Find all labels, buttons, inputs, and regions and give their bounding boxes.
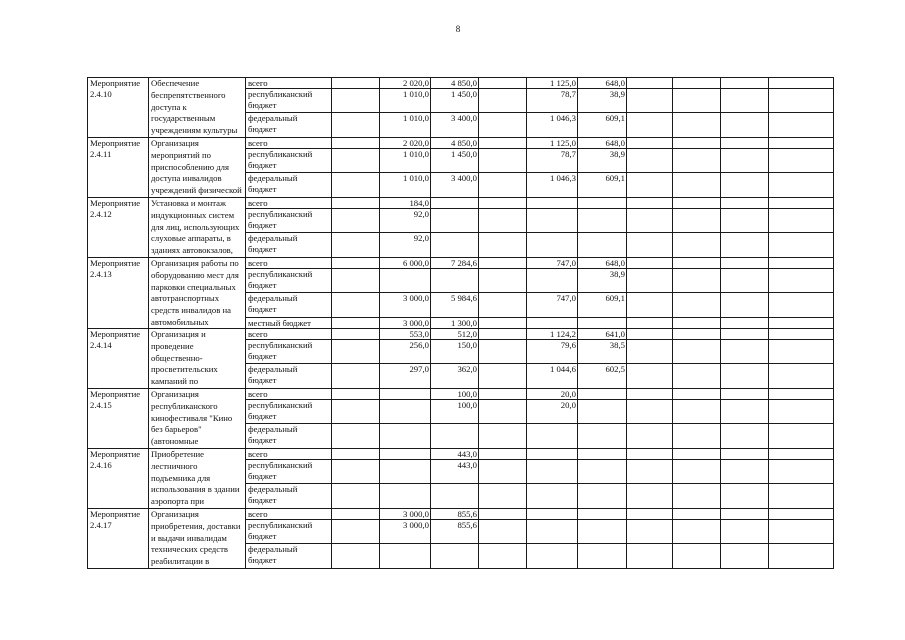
funding-source: федеральный бюджет [246,173,332,198]
amount-cell: 443,0 [431,460,479,484]
amount-cell [627,258,673,269]
amount-cell [527,269,578,293]
amount-cell: 648,0 [578,138,627,149]
amount-cell [332,149,380,173]
activity-title: Обеспечение беспрепятственного доступа к государственным учреждениям культуры [149,78,246,138]
amount-cell: 5 984,6 [431,293,479,318]
amount-cell [479,484,527,509]
amount-cell [673,520,721,544]
amount-cell [332,89,380,113]
activity-title: Приобретение лестничного подъемника для использования в здании аэропорта при [149,449,246,509]
amount-cell [627,460,673,484]
amount-cell [627,138,673,149]
amount-cell [721,113,769,138]
amount-cell [721,484,769,509]
funding-source: республиканский бюджет [246,520,332,544]
amount-cell [721,138,769,149]
amount-cell [527,449,578,460]
amount-cell [769,449,834,460]
amount-cell [527,318,578,329]
amount-cell: 855,6 [431,520,479,544]
amount-cell: 512,0 [431,329,479,340]
amount-cell [673,113,721,138]
amount-cell [627,329,673,340]
amount-cell: 92,0 [380,233,431,258]
amount-cell [380,460,431,484]
amount-cell [673,509,721,520]
amount-cell: 1 010,0 [380,89,431,113]
amount-cell [721,78,769,89]
amount-cell [479,340,527,364]
amount-cell [721,173,769,198]
amount-cell [479,460,527,484]
funding-source: всего [246,329,332,340]
amount-cell [627,149,673,173]
amount-cell [578,233,627,258]
amount-cell [627,318,673,329]
amount-cell: 100,0 [431,389,479,400]
amount-cell [627,364,673,389]
amount-cell [769,149,834,173]
activity-number: Мероприятие 2.4.16 [88,449,149,509]
activity-title: Организация приобретения, доставки и выдачи инвалидам технических средств реабилитации в [149,509,246,569]
amount-cell [332,329,380,340]
budget-table [87,77,834,569]
amount-cell [627,424,673,449]
amount-cell [673,209,721,233]
amount-cell: 1 010,0 [380,113,431,138]
funding-source: федеральный бюджет [246,424,332,449]
amount-cell [479,233,527,258]
activity-title: Организация республиканского кинофестиваля "Кино без барьеров" (автономные [149,389,246,449]
amount-cell [332,424,380,449]
amount-cell [332,509,380,520]
amount-cell: 38,5 [578,340,627,364]
funding-source: республиканский бюджет [246,269,332,293]
amount-cell [332,209,380,233]
funding-source: республиканский бюджет [246,209,332,233]
amount-cell [578,424,627,449]
amount-cell [721,269,769,293]
amount-cell [332,233,380,258]
funding-source: федеральный бюджет [246,484,332,509]
amount-cell [673,258,721,269]
activity-number: Мероприятие 2.4.10 [88,78,149,138]
amount-cell [332,78,380,89]
amount-cell [721,233,769,258]
amount-cell [431,269,479,293]
amount-cell [721,209,769,233]
amount-cell: 1 450,0 [431,89,479,113]
amount-cell: 3 000,0 [380,520,431,544]
amount-cell [479,113,527,138]
amount-cell [721,340,769,364]
amount-cell [721,544,769,569]
amount-cell: 1 010,0 [380,173,431,198]
amount-cell: 3 000,0 [380,509,431,520]
amount-cell [673,389,721,400]
amount-cell [673,449,721,460]
funding-source: республиканский бюджет [246,340,332,364]
amount-cell [627,484,673,509]
amount-cell [479,389,527,400]
amount-cell [769,198,834,209]
amount-cell [332,258,380,269]
amount-cell [380,389,431,400]
amount-cell: 1 450,0 [431,149,479,173]
amount-cell [673,329,721,340]
amount-cell: 641,0 [578,329,627,340]
amount-cell: 38,9 [578,149,627,173]
amount-cell [479,424,527,449]
funding-source: всего [246,258,332,269]
amount-cell [578,484,627,509]
amount-cell [578,389,627,400]
amount-cell: 38,9 [578,89,627,113]
amount-cell [721,400,769,424]
amount-cell [332,484,380,509]
amount-cell [578,209,627,233]
amount-cell: 602,5 [578,364,627,389]
amount-cell: 1 046,3 [527,173,578,198]
amount-cell [721,318,769,329]
amount-cell [578,449,627,460]
amount-cell: 184,0 [380,198,431,209]
amount-cell [769,258,834,269]
amount-cell: 4 850,0 [431,78,479,89]
amount-cell [627,113,673,138]
amount-cell [332,449,380,460]
amount-cell [578,520,627,544]
amount-cell [479,329,527,340]
amount-cell: 78,7 [527,149,578,173]
amount-cell: 1 046,3 [527,113,578,138]
amount-cell [721,364,769,389]
amount-cell [627,389,673,400]
amount-cell [721,293,769,318]
activity-number: Мероприятие 2.4.11 [88,138,149,198]
amount-cell [527,460,578,484]
amount-cell: 7 284,6 [431,258,479,269]
amount-cell [578,509,627,520]
amount-cell [769,389,834,400]
amount-cell [527,544,578,569]
amount-cell: 100,0 [431,400,479,424]
amount-cell [332,269,380,293]
amount-cell: 3 400,0 [431,113,479,138]
funding-source: федеральный бюджет [246,113,332,138]
funding-source: республиканский бюджет [246,400,332,424]
activity-number: Мероприятие 2.4.14 [88,329,149,389]
amount-cell: 609,1 [578,293,627,318]
amount-cell [431,424,479,449]
amount-cell: 78,7 [527,89,578,113]
amount-cell [769,364,834,389]
amount-cell [380,424,431,449]
amount-cell: 1 125,0 [527,138,578,149]
amount-cell [769,424,834,449]
amount-cell [479,520,527,544]
amount-cell [673,400,721,424]
amount-cell: 443,0 [431,449,479,460]
amount-cell [332,138,380,149]
amount-cell [332,113,380,138]
amount-cell: 38,9 [578,269,627,293]
amount-cell: 648,0 [578,258,627,269]
amount-cell [769,78,834,89]
amount-cell [721,149,769,173]
amount-cell [627,400,673,424]
funding-source: республиканский бюджет [246,149,332,173]
amount-cell [332,318,380,329]
amount-cell [673,460,721,484]
amount-cell [769,340,834,364]
amount-cell [673,198,721,209]
amount-cell [380,484,431,509]
amount-cell [431,198,479,209]
amount-cell [332,340,380,364]
activity-number: Мероприятие 2.4.12 [88,198,149,258]
funding-source: всего [246,138,332,149]
amount-cell [527,484,578,509]
amount-cell [769,544,834,569]
amount-cell [627,340,673,364]
amount-cell [431,233,479,258]
funding-source: федеральный бюджет [246,233,332,258]
amount-cell: 1 010,0 [380,149,431,173]
amount-cell [769,400,834,424]
amount-cell [627,293,673,318]
amount-cell: 2 020,0 [380,78,431,89]
amount-cell [673,149,721,173]
amount-cell [479,258,527,269]
amount-cell: 20,0 [527,389,578,400]
amount-cell [332,293,380,318]
funding-source: всего [246,78,332,89]
amount-cell [527,198,578,209]
amount-cell [627,173,673,198]
amount-cell [769,89,834,113]
amount-cell [479,544,527,569]
amount-cell [527,209,578,233]
amount-cell [527,233,578,258]
activity-title: Организация работы по оборудованию мест для парковки специальных автотранспортных средств инвалидов на автомобильных [149,258,246,329]
amount-cell [721,460,769,484]
amount-cell [627,449,673,460]
amount-cell [527,424,578,449]
amount-cell: 609,1 [578,113,627,138]
amount-cell [769,329,834,340]
amount-cell: 79,6 [527,340,578,364]
amount-cell [578,460,627,484]
amount-cell [431,544,479,569]
amount-cell [769,460,834,484]
amount-cell [673,138,721,149]
amount-cell [627,89,673,113]
amount-cell [721,258,769,269]
amount-cell [627,198,673,209]
amount-cell [578,318,627,329]
amount-cell: 6 000,0 [380,258,431,269]
amount-cell [578,544,627,569]
amount-cell [673,293,721,318]
amount-cell [479,293,527,318]
funding-source: местный бюджет [246,318,332,329]
amount-cell [479,509,527,520]
amount-cell [673,424,721,449]
amount-cell [769,318,834,329]
amount-cell [769,233,834,258]
amount-cell [769,173,834,198]
funding-source: федеральный бюджет [246,364,332,389]
amount-cell [627,233,673,258]
funding-source: всего [246,198,332,209]
amount-cell [479,138,527,149]
amount-cell: 3 400,0 [431,173,479,198]
amount-cell: 1 044,6 [527,364,578,389]
amount-cell: 92,0 [380,209,431,233]
activity-title: Организация мероприятий по приспособлению для доступа инвалидов учреждений физической [149,138,246,198]
amount-cell: 609,1 [578,173,627,198]
funding-source: всего [246,449,332,460]
amount-cell: 648,0 [578,78,627,89]
amount-cell [627,544,673,569]
amount-cell: 1 300,0 [431,318,479,329]
amount-cell [479,78,527,89]
amount-cell [380,400,431,424]
activity-title: Установка и монтаж индукционных систем для лиц, использующих слуховые аппараты, в зданиях автовокзалов, [149,198,246,258]
amount-cell [769,209,834,233]
funding-source: всего [246,389,332,400]
amount-cell: 747,0 [527,293,578,318]
amount-cell [673,173,721,198]
amount-cell [479,318,527,329]
amount-cell [332,364,380,389]
amount-cell [769,509,834,520]
amount-cell [721,198,769,209]
amount-cell [578,400,627,424]
amount-cell [332,544,380,569]
funding-source: федеральный бюджет [246,293,332,318]
amount-cell [673,544,721,569]
amount-cell [627,269,673,293]
amount-cell [769,484,834,509]
amount-cell [527,520,578,544]
amount-cell [527,509,578,520]
funding-source: республиканский бюджет [246,460,332,484]
amount-cell [627,509,673,520]
amount-cell [769,269,834,293]
amount-cell [673,318,721,329]
amount-cell [769,293,834,318]
amount-cell [673,364,721,389]
amount-cell: 2 020,0 [380,138,431,149]
amount-cell [332,198,380,209]
amount-cell [673,233,721,258]
amount-cell [721,424,769,449]
amount-cell [721,389,769,400]
amount-cell [769,138,834,149]
amount-cell [673,89,721,113]
activity-number: Мероприятие 2.4.15 [88,389,149,449]
amount-cell [332,400,380,424]
amount-cell [332,173,380,198]
amount-cell [721,449,769,460]
amount-cell [769,520,834,544]
amount-cell [479,89,527,113]
amount-cell [627,209,673,233]
amount-cell [479,198,527,209]
amount-cell [479,364,527,389]
amount-cell [332,520,380,544]
amount-cell: 362,0 [431,364,479,389]
amount-cell: 3 000,0 [380,318,431,329]
amount-cell: 297,0 [380,364,431,389]
amount-cell [479,400,527,424]
activity-number: Мероприятие 2.4.17 [88,509,149,569]
funding-source: республиканский бюджет [246,89,332,113]
amount-cell [479,149,527,173]
amount-cell [627,520,673,544]
amount-cell [769,113,834,138]
amount-cell [479,173,527,198]
amount-cell [578,198,627,209]
amount-cell [721,329,769,340]
amount-cell: 20,0 [527,400,578,424]
funding-source: всего [246,509,332,520]
amount-cell [479,449,527,460]
page-number: 8 [455,24,461,34]
amount-cell [332,389,380,400]
activity-title: Организация и проведение общественно- просветительских кампаний по [149,329,246,389]
amount-cell: 747,0 [527,258,578,269]
amount-cell: 1 124,2 [527,329,578,340]
funding-source: федеральный бюджет [246,544,332,569]
amount-cell: 4 850,0 [431,138,479,149]
amount-cell [721,509,769,520]
amount-cell [380,544,431,569]
amount-cell [431,209,479,233]
amount-cell [380,449,431,460]
amount-cell: 3 000,0 [380,293,431,318]
amount-cell [721,520,769,544]
amount-cell: 1 125,0 [527,78,578,89]
amount-cell: 256,0 [380,340,431,364]
amount-cell [673,78,721,89]
amount-cell [431,484,479,509]
amount-cell: 855,6 [431,509,479,520]
amount-cell [479,269,527,293]
amount-cell [673,484,721,509]
amount-cell [479,209,527,233]
amount-cell [627,78,673,89]
amount-cell [721,89,769,113]
amount-cell [673,340,721,364]
amount-cell: 553,0 [380,329,431,340]
amount-cell [380,269,431,293]
amount-cell: 150,0 [431,340,479,364]
amount-cell [332,460,380,484]
activity-number: Мероприятие 2.4.13 [88,258,149,329]
amount-cell [673,269,721,293]
